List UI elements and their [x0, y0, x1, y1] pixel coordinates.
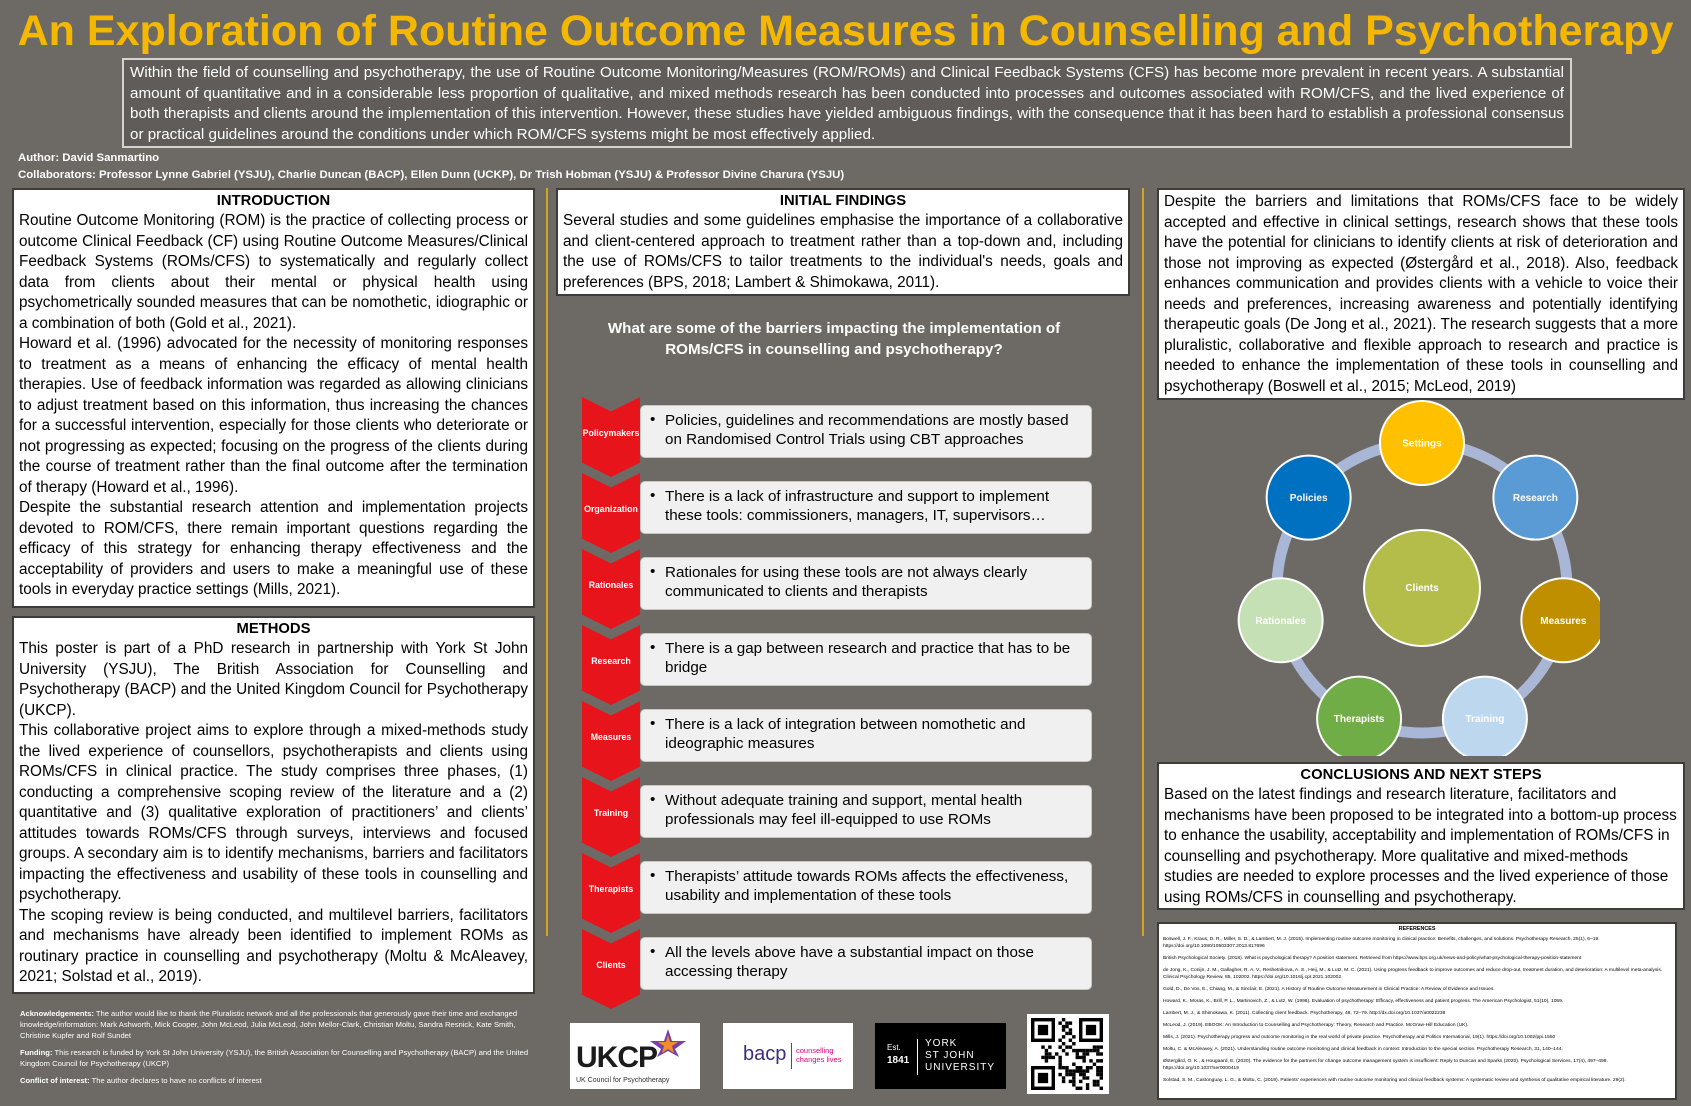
- barrier-text: • All the levels above have a substantial impact on those accessing therapy: [640, 937, 1092, 990]
- qr-module: [1072, 1069, 1075, 1072]
- barrier-row-policymakers: [582, 397, 1092, 469]
- qr-module: [1100, 1069, 1103, 1072]
- qr-module: [1086, 1083, 1089, 1086]
- reference-item: Gold, D., De Vos, E., Chiang, M., & Sinclair, E. (2021). A History of Routine Outcome Measurement in Clinical Practice: A Review of Evidence and Issues.: [1163, 987, 1495, 992]
- initial-findings-section: [556, 188, 1130, 296]
- barrier-row-therapists: [582, 853, 1092, 925]
- qr-finder-square: [1038, 1025, 1048, 1035]
- qr-module: [1058, 1039, 1061, 1042]
- qr-module: [1100, 1066, 1103, 1069]
- cycle-center-label: Clients: [1405, 583, 1439, 594]
- column-divider-right: [1142, 188, 1144, 936]
- qr-module: [1045, 1052, 1048, 1055]
- bacp-logo: [723, 1023, 853, 1089]
- qr-module: [1062, 1035, 1065, 1038]
- qr-module: [1076, 1087, 1079, 1090]
- qr-module: [1076, 1066, 1079, 1069]
- barrier-level-label: Measures: [590, 732, 632, 742]
- poster-title: An Exploration of Routine Outcome Measures in Counselling and Psychotherapy: [17, 7, 1674, 55]
- qr-module: [1079, 1080, 1082, 1083]
- benefits-section: [1157, 188, 1685, 400]
- collaborators-line: Collaborators: Professor Lynne Gabriel (YSJU), Charlie Duncan (BACP), Ellen Dunn (UCKP), Dr Trish Hobman (YSJU) & Professor Divine Charura (YSJU): [18, 169, 845, 181]
- qr-module: [1082, 1073, 1085, 1076]
- qr-module: [1086, 1052, 1089, 1055]
- qr-module: [1076, 1052, 1079, 1055]
- barrier-row-clients: [582, 929, 1092, 1001]
- qr-module: [1045, 1059, 1048, 1062]
- methods-heading: METHODS: [236, 621, 311, 637]
- qr-module: [1069, 1069, 1072, 1072]
- conclusions-section: [1157, 762, 1685, 910]
- qr-module: [1079, 1066, 1082, 1069]
- methods-section: [12, 616, 535, 994]
- qr-module: [1082, 1059, 1085, 1062]
- conclusions-heading: CONCLUSIONS AND NEXT STEPS: [1300, 767, 1542, 783]
- qr-module: [1072, 1042, 1075, 1045]
- qr-module: [1045, 1056, 1048, 1059]
- ack-text: The author would like to thank the Pluralistic network and all the professionals that generously gave their time and exchanged knowledge/information: Mark Ashworth, Mick Cooper, John McLeod, Julia McLeod, John Mellor-Clark, Christian Moltu, Sandra Resnick, Kate Smith, Christine Kupfer and Rolf Sundet: [20, 1009, 518, 1040]
- qr-module: [1069, 1045, 1072, 1048]
- qr-module: [1062, 1066, 1065, 1069]
- qr-module: [1086, 1066, 1089, 1069]
- methods-paragraph: This collaborative project aims to explore through a mixed-methods study the lived experience of counsellors, psychotherapists and clients using ROMs/CFS in clinical practice. The study comprises three phases, (1) conducting a comprehensive scoping review of the literature and a (2) quantitative and (3) qualitative exploration of practitioners’ and clients’ attitudes towards ROMs/CFS through surveys, interviews and focused groups. A secondary aim is to identify mechanisms, barriers and facilitators impacting the effectiveness and usability of these tools in counselling and psychotherapy.: [19, 722, 528, 903]
- qr-module: [1093, 1045, 1096, 1048]
- qr-module: [1096, 1049, 1099, 1052]
- ack-label: Acknowledgements:: [20, 1009, 94, 1018]
- qr-module: [1072, 1083, 1075, 1086]
- qr-module: [1072, 1073, 1075, 1076]
- qr-module: [1072, 1076, 1075, 1079]
- qr-module: [1058, 1021, 1061, 1024]
- reference-item: Solstad, S. M., Castonguay, L. G., & Moltu, C. (2019). Patients' experiences with routine outcome monitoring and clinical feedback systems: A systematic review and synthesis of qualitative empirical literature. 29(2).: [1163, 1078, 1626, 1083]
- qr-module: [1065, 1052, 1068, 1055]
- funding-label: Funding:: [20, 1048, 53, 1057]
- reference-item: Howard, K., Moras, K., Brill, P. L., Martinovich, Z., & Lutz, W. (1996). Evaluation of psychotherapy: Efficacy, effectiveness and patient progress. The American Psychologist, 51(10), 1059.: [1163, 999, 1564, 1004]
- qr-module: [1048, 1056, 1051, 1059]
- introduction-paragraph: Despite the substantial research attention and implementation projects devoted to ROM/CFS, there remain important questions regarding the efficacy of this strategy for enhancing therapy effectiveness and the acceptability of providers and users to make a meaningful use of these tools in everyday practice settings (Mills, 2021).: [19, 499, 528, 598]
- qr-module: [1096, 1052, 1099, 1055]
- reference-item: Lambert, M. J., & Shimokawa, K. (2011). Collecting client feedback. Psychotherapy, 48, 72–79. http://dx.doi.org/10.1037/a0022238: [1163, 1011, 1446, 1016]
- barrier-row-training: [582, 777, 1092, 849]
- barrier-level-label: Therapists: [588, 884, 634, 894]
- qr-module: [1096, 1045, 1099, 1048]
- barrier-row-research: [582, 625, 1092, 697]
- qr-module: [1079, 1073, 1082, 1076]
- cycle-node-label: Settings: [1402, 438, 1442, 450]
- qr-finder-square: [1038, 1073, 1048, 1083]
- references-heading: REFERENCES: [1398, 926, 1436, 932]
- qr-module: [1058, 1059, 1061, 1062]
- cycle-node-label: Research: [1512, 493, 1558, 505]
- qr-module: [1062, 1025, 1065, 1028]
- qr-module: [1069, 1073, 1072, 1076]
- benefits-text: Despite the barriers and limitations that ROMs/CFS face to be widely accepted and effective in clinical settings, research shows that these tools have the potential for clinicians to identify clients at risk of deterioration and those not improving as expected (Østergård et al., 2018). Also, feedback enhances communication and provides clients with a vehicle to voice their needs and preferences, increasing awareness and potentially identifying therapeutic goals (De Jong et al., 2021). The research suggests that a more pluralistic, collaborative and flexible approach to research and practice is needed to enhance the implementation of these tools in counselling and psychotherapy (Boswell et al., 2015; McLeod, 2019): [1164, 193, 1678, 395]
- qr-module: [1089, 1066, 1092, 1069]
- qr-module: [1079, 1069, 1082, 1072]
- conclusions-text: Based on the latest findings and research literature, facilitators and mechanisms have been proposed to be integrated into a bottom-up process to enhance the usability, acceptability and implementation of ROMs/CFS in counselling and psychotherapy. More qualitative and mixed-methods studies are needed to explore processes and the lived experience of those using ROMs/CFS in counselling and psychotherapy.: [1164, 786, 1677, 906]
- barriers-question: What are some of the barriers impacting the implementation of ROMs/CFS in counselling and psychotherapy?: [607, 320, 1061, 358]
- qr-module: [1072, 1080, 1075, 1083]
- barrier-level-label: Research: [591, 656, 631, 666]
- ysj-name-line: UNIVERSITY: [925, 1062, 996, 1073]
- qr-module: [1086, 1087, 1089, 1090]
- qr-module: [1096, 1080, 1099, 1083]
- ysj-name: [925, 1038, 995, 1074]
- introduction-paragraph: Howard et al. (1996) advocated for the necessity of monitoring responses to treatment as a means of enhancing the efficacy of mental health therapies. Use of feedback information was regarded as allowing clinicians to adjust treatment based on this information, thus increasing the chances for a successful intervention, especially for those clients who deteriorate or not progressing as expected; focusing on the progress of the clients during the course of treatment rather than the final outcome after the termination of therapy (Howard et al., 1996).: [19, 335, 528, 496]
- qr-module: [1065, 1045, 1068, 1048]
- qr-module: [1062, 1028, 1065, 1031]
- introduction-section: [12, 188, 535, 608]
- barrier-row-rationales: [582, 549, 1092, 621]
- ysj-year: 1841: [887, 1055, 910, 1066]
- qr-module: [1058, 1056, 1061, 1059]
- qr-module: [1093, 1049, 1096, 1052]
- qr-module: [1086, 1049, 1089, 1052]
- qr-module: [1096, 1083, 1099, 1086]
- qr-module: [1065, 1021, 1068, 1024]
- qr-module: [1062, 1080, 1065, 1083]
- ysj-logo: [875, 1023, 1006, 1089]
- qr-module: [1065, 1032, 1068, 1035]
- barrier-text: • There is a lack of infrastructure and support to implement these tools: commissioners, managers, IT, supervisors…: [640, 481, 1092, 534]
- barrier-level-label: Training: [593, 808, 629, 818]
- cycle-node-label: Training: [1465, 714, 1505, 726]
- qr-code-graphic: [1031, 1018, 1105, 1090]
- cycle-node-label: Therapists: [1333, 714, 1385, 726]
- methods-paragraph: The scoping review is being conducted, and multilevel barriers, facilitators and mechanisms have already been identified to implement ROMs as routinary practice in counselling and psychotherapy (Moltu & McAleavey, 2021; Solstad et al., 2019).: [19, 906, 528, 985]
- ysj-est: Est.: [887, 1043, 901, 1052]
- reference-item: de Jong, K., Conijn, J. M., Gallagher, R. A. V., Reshetnikova, A. S., Heij, M., & Lutz, M. C. (2021). Using progress feedback to improve outcomes and reduce drop-out, treatment duration, and deterioration: A multilevel meta-analysis. Clinical Psychology Review, 85, 102002. https://doi.org/10.1016/j.cpr.2021.102002: [1163, 968, 1663, 980]
- qr-module: [1082, 1052, 1085, 1055]
- barrier-text: • Therapists’ attitude towards ROMs affects the effectiveness, usability and implementation of these tools: [640, 861, 1092, 914]
- reference-item: Boswell, J. F., Kraus, D. R., Miller, S. D., & Lambert, M. J. (2015). Implementing routine outcome monitoring in clinical practice: Benefits, challenges, and solutions. Psychotherapy Research, 25(1), 6–19. https://doi.org/10.1080/10503307.2013.817696: [1163, 937, 1600, 949]
- qr-module: [1082, 1056, 1085, 1059]
- barrier-text: • Without adequate training and support, mental health professionals may feel ill-equipped to use ROMs: [640, 785, 1092, 838]
- qr-module: [1048, 1052, 1051, 1055]
- qr-module: [1069, 1032, 1072, 1035]
- qr-module: [1048, 1045, 1051, 1048]
- qr-module: [1062, 1076, 1065, 1079]
- qr-module: [1089, 1049, 1092, 1052]
- author-block: [18, 150, 844, 184]
- conflict-text: The author declares to have no conflicts of interest: [91, 1076, 262, 1085]
- qr-module: [1062, 1049, 1065, 1052]
- methods-paragraph: This poster is part of a PhD research in partnership with York St John University (YSJU), The British Association for Counselling and Psychotherapy (BACP) and the United Kingdom Council for Psychotherapy (UKCP).: [19, 640, 528, 719]
- abstract-box: Within the field of counselling and psychotherapy, the use of Routine Outcome Monitoring/Measures (ROM/ROMs) and Clinical Feedback Systems (CFS) has become more prevalent in recent years. A substantial amount of quantitative and in a considerable less proportion of qualitative, and mixed methods research has been conducted into processes and outcomes associated with ROM/CFS, and the lived experience of both therapists and clients around the implementation of this intervention. However, these studies have yielded ambiguous findings, with the consequence that it has been hard to establish a professional consensus or practical guidelines around the conditions under which ROM/CFS systems might be most effectively applied.: [122, 58, 1572, 148]
- qr-module: [1058, 1066, 1061, 1069]
- qr-module: [1072, 1049, 1075, 1052]
- qr-module: [1096, 1073, 1099, 1076]
- author-line: Author: David Sanmartino: [18, 152, 160, 164]
- cycle-node-label: Policies: [1289, 493, 1328, 505]
- barrier-row-measures: [582, 701, 1092, 773]
- initial-findings-heading: INITIAL FINDINGS: [779, 193, 907, 209]
- references-list: [1163, 936, 1671, 1084]
- cycle-node-label: Measures: [1540, 615, 1587, 627]
- conflict-label: Conflict of interest:: [20, 1076, 90, 1085]
- qr-module: [1079, 1056, 1082, 1059]
- barrier-text: • There is a gap between research and practice that has to be bridge: [640, 633, 1092, 686]
- bacp-tagline-line: counselling: [796, 1046, 834, 1055]
- qr-code-icon[interactable]: [1027, 1014, 1109, 1094]
- qr-module: [1072, 1035, 1075, 1038]
- qr-module: [1055, 1052, 1058, 1055]
- qr-module: [1052, 1056, 1055, 1059]
- qr-module: [1100, 1073, 1103, 1076]
- qr-module: [1079, 1087, 1082, 1090]
- ysj-name-line: YORK: [925, 1038, 958, 1049]
- barrier-level-label: Rationales: [588, 580, 634, 590]
- barrier-level-label: Organization: [584, 504, 638, 514]
- qr-module: [1093, 1063, 1096, 1066]
- reference-item: Moltu, C. & McAleavey, A. (2021). Understanding routine outcome monitoring and clinical feedback in context: Introduction to the special section. Psychotherapy Research, 31, 140–144.: [1163, 1047, 1563, 1052]
- reference-item: Østergård, O. K., & Hougaard, E. (2020). The evidence for the partners for change outcome management system is insufficient: Reply to Duncan and Sparks (2020). Psychological Services, 17(4), 497–498. https://doi.org/10.1037/ser0000419: [1163, 1059, 1608, 1071]
- qr-module: [1076, 1049, 1079, 1052]
- qr-module: [1093, 1080, 1096, 1083]
- barrier-text: • There is a lack of integration between nomothetic and ideographic measures: [640, 709, 1092, 762]
- qr-module: [1100, 1045, 1103, 1048]
- qr-module: [1065, 1025, 1068, 1028]
- qr-module: [1079, 1049, 1082, 1052]
- qr-module: [1100, 1059, 1103, 1062]
- qr-module: [1069, 1039, 1072, 1042]
- qr-module: [1096, 1066, 1099, 1069]
- bacp-wordmark: bacp: [743, 1043, 787, 1065]
- barrier-row-organization: [582, 473, 1092, 545]
- ysj-name-line: ST JOHN: [925, 1050, 975, 1061]
- introduction-heading: INTRODUCTION: [216, 193, 331, 209]
- qr-module: [1062, 1042, 1065, 1045]
- bacp-tagline: [796, 1046, 841, 1064]
- qr-module: [1093, 1083, 1096, 1086]
- qr-module: [1072, 1063, 1075, 1066]
- qr-module: [1058, 1073, 1061, 1076]
- ysj-divider: [917, 1039, 918, 1075]
- ukcp-subtitle: UK Council for Psychotherapy: [576, 1077, 670, 1084]
- qr-module: [1065, 1066, 1068, 1069]
- ukcp-wordmark: UKCP: [576, 1041, 658, 1074]
- barrier-text: • Rationales for using these tools are not always clearly communicated to clients and therapists: [640, 557, 1092, 610]
- qr-module: [1041, 1045, 1044, 1048]
- references-section: [1157, 922, 1677, 1100]
- qr-module: [1082, 1049, 1085, 1052]
- qr-module: [1062, 1018, 1065, 1021]
- initial-findings-text: Several studies and some guidelines emphasise the importance of a collaborative and client-centered approach to treatment rather than a top-down and, including the use of ROMs/CFS to tailor treatments to the individual's needs, goals and preferences (BPS, 2018; Lambert & Shimokawa, 2011).: [563, 212, 1123, 291]
- reference-item: British Psychological Society. (2018). What is psychological therapy? A position statement. Retrieved from https://www.bps.org.uk/news-and-policy/what-psychological-therapy-position-statement: [1163, 956, 1582, 961]
- barrier-text: • Policies, guidelines and recommendations are mostly based on Randomised Control Trials using CBT approaches: [640, 405, 1092, 458]
- qr-module: [1076, 1069, 1079, 1072]
- introduction-paragraph: Routine Outcome Monitoring (ROM) is the practice of collecting process or outcome Clinical Feedback (CF) using Routine Outcome Measures/Clinical Feedback Systems (ROMs/CFS) to systematically and regularly collect data from clients about their mental or physical health using psychometrically sounded measures that can be nomothetic, idiographic or a combination of both (Gold et al., 2021).: [19, 212, 528, 332]
- funding-text: This research is funded by York St John University (YSJU), the British Association for Counselling and Psychotherapy (BACP) and the United Kingdom Council for Psychotherapy (UKCP): [20, 1048, 529, 1068]
- qr-module: [1096, 1059, 1099, 1062]
- qr-module: [1058, 1063, 1061, 1066]
- qr-module: [1089, 1059, 1092, 1062]
- qr-module: [1065, 1069, 1068, 1072]
- cycle-diagram: [1200, 398, 1600, 756]
- reference-item: McLeod, J. (2019). EBOOK: An Introduction to Counselling and Psychotherapy: Theory, Research and Practice. McGraw-Hill Education (UK).: [1163, 1023, 1469, 1028]
- qr-module: [1076, 1056, 1079, 1059]
- cycle-node-label: Rationales: [1255, 615, 1306, 627]
- qr-module: [1086, 1069, 1089, 1072]
- qr-module: [1069, 1080, 1072, 1083]
- qr-finder-square: [1086, 1025, 1096, 1035]
- qr-module: [1100, 1076, 1103, 1079]
- ukcp-logo: [570, 1023, 700, 1089]
- qr-module: [1041, 1056, 1044, 1059]
- barrier-level-label: Policymakers: [582, 428, 640, 438]
- qr-module: [1086, 1076, 1089, 1079]
- reference-item: Mills, J. (2021). Psychotherapy progress and outcome monitoring in the real world of private practice. Psychotherapy and Politics International, 19(1). https://doi.org/10.1002/ppi.1550: [1163, 1035, 1556, 1040]
- qr-module: [1096, 1069, 1099, 1072]
- qr-module: [1100, 1052, 1103, 1055]
- bacp-tagline-line: changes lives: [796, 1055, 842, 1064]
- qr-module: [1065, 1073, 1068, 1076]
- acknowledgements-block: [20, 1008, 530, 1086]
- qr-module: [1069, 1021, 1072, 1024]
- qr-module: [1045, 1049, 1048, 1052]
- qr-module: [1069, 1028, 1072, 1031]
- column-divider-left: [546, 188, 548, 936]
- bacp-divider: [791, 1043, 792, 1069]
- barrier-level-label: Clients: [596, 960, 626, 970]
- qr-module: [1100, 1087, 1103, 1090]
- qr-module: [1082, 1069, 1085, 1072]
- qr-module: [1058, 1045, 1061, 1048]
- qr-module: [1082, 1076, 1085, 1079]
